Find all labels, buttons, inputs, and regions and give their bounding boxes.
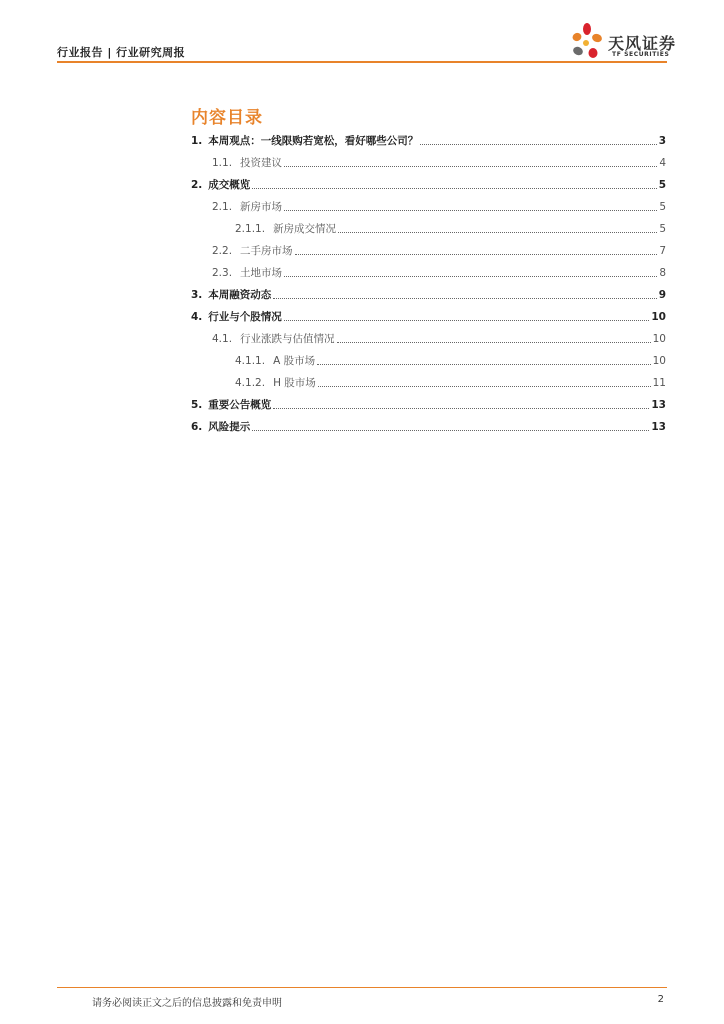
toc-entry-page: 7 (659, 245, 666, 257)
toc-leader-dots (273, 408, 649, 409)
toc-entry[interactable] (235, 376, 666, 390)
logo-petals-icon (568, 22, 608, 62)
toc-leader-dots (317, 364, 651, 365)
toc-leader-dots (420, 144, 656, 145)
report-category: 行业报告 | 行业研究周报 (57, 46, 186, 59)
toc-entry-title: 成交概览 (208, 179, 251, 191)
toc-entry[interactable] (191, 178, 666, 192)
toc-entry[interactable] (191, 310, 666, 324)
toc-entry[interactable] (212, 332, 666, 346)
toc-entry-page: 5 (659, 223, 666, 235)
toc-entry-page: 11 (652, 377, 666, 389)
toc-entry[interactable] (212, 266, 666, 280)
toc-entry-number: 2.2. (212, 245, 233, 257)
logo-chinese-name: 天风证券 (608, 34, 677, 53)
toc-entry[interactable] (212, 156, 666, 170)
toc-entry-page: 13 (651, 421, 666, 433)
toc-entry[interactable] (212, 244, 666, 258)
toc-entry-title: 新房市场 (240, 201, 283, 213)
toc-entry-number: 2.1. (212, 201, 233, 213)
toc-entry-page: 3 (658, 135, 666, 147)
toc-leader-dots (273, 298, 656, 299)
toc-entry-title: 新房成交情况 (273, 223, 337, 235)
footer-page-number: 2 (657, 994, 664, 1005)
toc-entry-title: A 股市场 (273, 355, 316, 367)
toc-entry[interactable] (235, 222, 666, 236)
toc-entry-number: 2. (191, 179, 203, 191)
toc-entry-title: 风险提示 (208, 421, 251, 433)
toc-leader-dots (284, 166, 657, 167)
toc-entry-number: 5. (191, 399, 203, 411)
toc-entry-number: 4.1. (212, 333, 233, 345)
toc-title: 内容目录 (191, 108, 263, 128)
toc-entry-title: 本周观点：一线限购若宽松，看好哪些公司？ (208, 135, 419, 147)
toc-entry[interactable] (235, 354, 666, 368)
company-logo (568, 22, 677, 62)
toc-entry-page: 8 (659, 267, 666, 279)
footer-disclaimer: 请务必阅读正文之后的信息披露和免责申明 (92, 998, 282, 1009)
toc-entry-number: 4. (191, 311, 203, 323)
toc-entry-page: 10 (651, 311, 666, 323)
toc-entry-number: 2.3. (212, 267, 233, 279)
toc-leader-dots (318, 386, 651, 387)
toc-entry-title: 行业涨跌与估值情况 (240, 333, 335, 345)
toc-leader-dots (284, 276, 657, 277)
toc-leader-dots (338, 232, 657, 233)
footer-divider (57, 987, 667, 988)
toc-entry-number: 3. (191, 289, 203, 301)
toc-entry-number: 4.1.1. (235, 355, 266, 367)
toc-entry-page: 5 (658, 179, 666, 191)
toc-entry-page: 5 (659, 201, 666, 213)
toc-leader-dots (284, 320, 650, 321)
toc-entry-page: 10 (652, 355, 666, 367)
toc-entry[interactable] (212, 200, 666, 214)
toc-entry[interactable] (191, 398, 666, 412)
toc-entry-number: 6. (191, 421, 203, 433)
toc-entry-page: 13 (651, 399, 666, 411)
toc-entry-title: H 股市场 (273, 377, 316, 389)
toc-entry-title: 土地市场 (240, 267, 283, 279)
toc-leader-dots (295, 254, 658, 255)
toc-entry-number: 4.1.2. (235, 377, 266, 389)
toc-entry-title: 投资建议 (240, 157, 283, 169)
toc-entry-number: 2.1.1. (235, 223, 266, 235)
toc-entry-page: 4 (659, 157, 666, 169)
logo-english-name: TF SECURITIES (612, 51, 670, 58)
toc-entry-title: 二手房市场 (240, 245, 293, 257)
toc-entry[interactable] (191, 420, 666, 434)
toc-entry-title: 本周融资动态 (208, 289, 272, 301)
toc-entry-page: 10 (652, 333, 666, 345)
toc-entry-title: 行业与个股情况 (208, 311, 282, 323)
toc-entry-number: 1. (191, 135, 203, 147)
toc-entry-page: 9 (658, 289, 666, 301)
toc-leader-dots (252, 430, 649, 431)
toc-leader-dots (337, 342, 651, 343)
toc-entry-number: 1.1. (212, 157, 233, 169)
header-divider (57, 61, 667, 63)
toc-leader-dots (252, 188, 656, 189)
toc-leader-dots (284, 210, 657, 211)
toc-entry[interactable] (191, 288, 666, 302)
toc-entry-title: 重要公告概览 (208, 399, 272, 411)
toc-entry[interactable] (191, 134, 666, 148)
